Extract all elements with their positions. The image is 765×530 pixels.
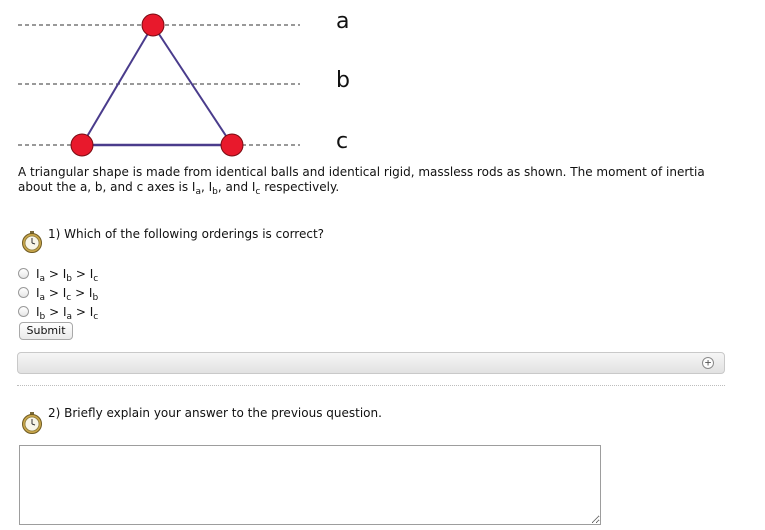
stopwatch-icon <box>21 412 43 434</box>
opt2-p3: c <box>66 292 72 303</box>
option-1-radio[interactable] <box>18 268 29 279</box>
answer-options <box>18 264 98 321</box>
rod-right <box>153 25 232 145</box>
option-2[interactable] <box>18 283 98 302</box>
question-2-text: 2) Briefly explain your answer to the previous question. <box>48 406 382 420</box>
option-1[interactable] <box>18 264 98 283</box>
opt2-p4: > I <box>71 285 93 300</box>
triangle-diagram <box>0 0 330 160</box>
submit-button[interactable]: Submit <box>19 322 73 340</box>
problem-sep-1: , I <box>200 180 213 194</box>
opt1-p0: I <box>36 266 40 281</box>
option-3-radio[interactable] <box>18 306 29 317</box>
opt3-p5: c <box>93 311 99 322</box>
opt2-p1: a <box>39 292 46 303</box>
plus-circle-icon[interactable]: + <box>702 357 714 369</box>
opt2-p5: b <box>92 292 99 303</box>
opt3-p1: b <box>39 311 46 322</box>
opt3-p3: a <box>66 311 73 322</box>
opt2-p2: > I <box>45 285 67 300</box>
ball-bottom-right <box>221 134 243 156</box>
option-1-label <box>36 266 99 284</box>
axis-label-a: a <box>336 9 350 34</box>
problem-text-main: A triangular shape is made from identical balls and identical rigid, massless rods as shown. The moment of inertia about the a, b, and c axes is I <box>18 165 705 194</box>
explanation-textarea[interactable] <box>19 445 601 525</box>
problem-sep-2: , and I <box>217 180 256 194</box>
option-3-label <box>36 304 99 322</box>
ball-top <box>142 14 164 36</box>
subscript-a: a <box>195 187 201 197</box>
axis-label-c: c <box>336 129 349 154</box>
option-3[interactable] <box>18 302 98 321</box>
opt1-p5: c <box>93 273 99 284</box>
problem-text-end: respectively. <box>260 180 340 194</box>
section-divider <box>17 385 725 386</box>
opt3-p0: I <box>36 304 40 319</box>
opt3-p4: > I <box>72 304 94 319</box>
opt1-p3: b <box>66 273 73 284</box>
rod-left <box>82 25 153 145</box>
ball-bottom-left <box>71 134 93 156</box>
opt3-p2: > I <box>45 304 67 319</box>
opt1-p1: a <box>39 273 46 284</box>
stopwatch-icon <box>21 231 43 253</box>
axis-label-b: b <box>336 68 350 93</box>
option-2-radio[interactable] <box>18 287 29 298</box>
problem-statement <box>18 165 738 195</box>
hint-expand-bar[interactable] <box>17 352 725 374</box>
opt2-p0: I <box>36 285 40 300</box>
option-2-label <box>36 285 99 303</box>
opt1-p4: > I <box>72 266 94 281</box>
question-1-text: 1) Which of the following orderings is correct? <box>48 227 325 241</box>
subscript-b: b <box>212 187 218 197</box>
opt1-p2: > I <box>45 266 67 281</box>
subscript-c: c <box>255 187 261 197</box>
